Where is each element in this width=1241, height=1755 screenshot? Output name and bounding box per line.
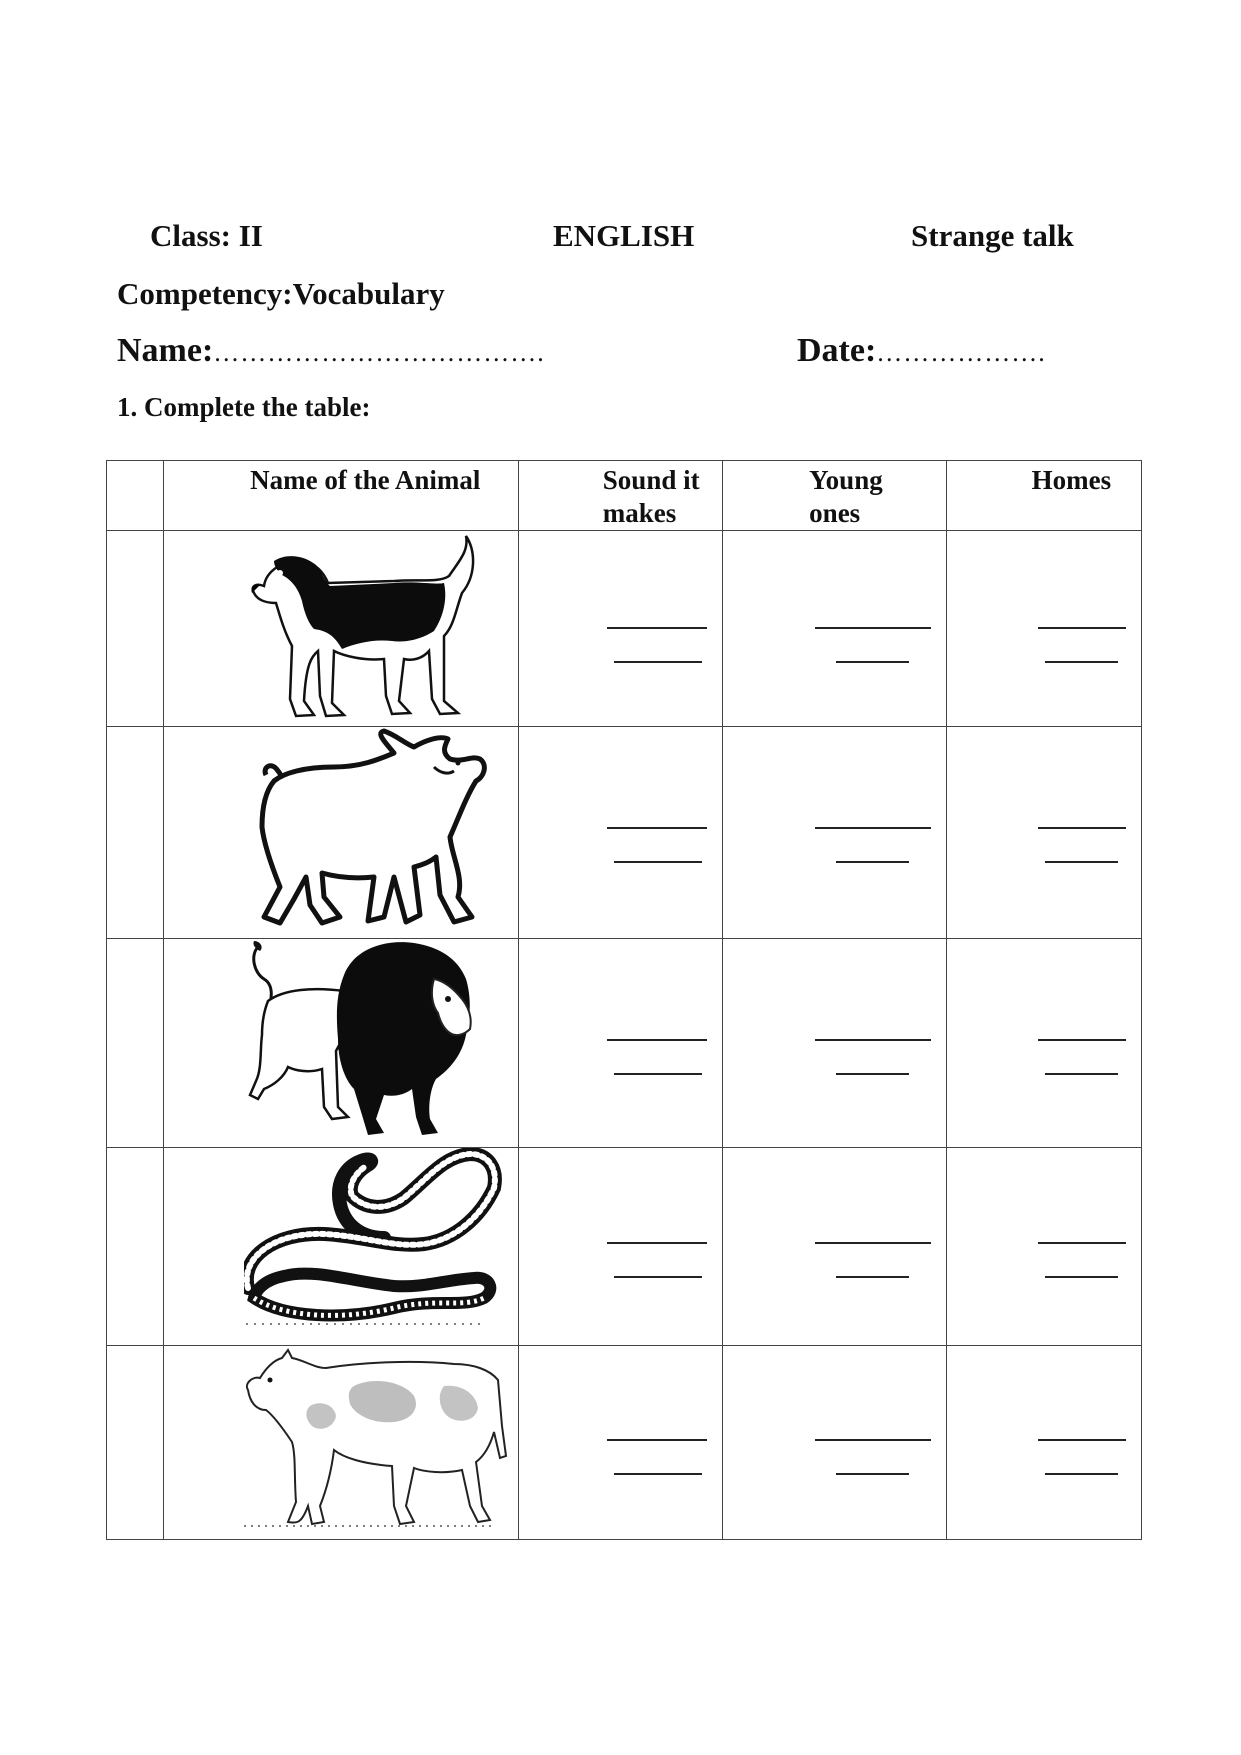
animal-table [106, 460, 1142, 1540]
table-row [107, 1346, 1142, 1540]
sound-answer-cell[interactable] [518, 727, 722, 939]
animal-cell [164, 727, 519, 939]
task-instruction: 1. Complete the table: [117, 392, 371, 422]
col-young-header: Young ones [723, 461, 946, 531]
home-answer-cell[interactable] [946, 1346, 1141, 1540]
home-answer-cell[interactable] [946, 1148, 1141, 1346]
animal-cell [164, 1148, 519, 1346]
sound-answer-cell[interactable] [518, 531, 722, 727]
date-dots: ………………. [876, 338, 1046, 367]
topic-title: Strange talk [911, 218, 1074, 253]
snake-picture [244, 1148, 514, 1346]
competency-label: Competency:Vocabulary [117, 276, 445, 311]
date-field[interactable] [797, 332, 1046, 370]
name-field[interactable] [117, 332, 545, 370]
row-number-cell [107, 1148, 164, 1346]
animal-cell [164, 939, 519, 1148]
name-label: Name: [117, 332, 214, 369]
lion-picture [244, 939, 514, 1148]
young-answer-cell[interactable] [723, 939, 946, 1148]
class-label: Class: II [150, 218, 263, 253]
row-number-cell [107, 1346, 164, 1540]
sound-answer-cell[interactable] [518, 1346, 722, 1540]
col-number-header [107, 461, 164, 531]
col-sound-header: Sound it makes [518, 461, 722, 531]
sound-answer-cell[interactable] [518, 939, 722, 1148]
subject-title: ENGLISH [553, 218, 695, 253]
col-animal-header: Name of the Animal [164, 461, 519, 531]
cow-picture [244, 1346, 514, 1540]
row-number-cell [107, 531, 164, 727]
row-number-cell [107, 727, 164, 939]
young-answer-cell[interactable] [723, 727, 946, 939]
home-answer-cell[interactable] [946, 727, 1141, 939]
col-homes-header: Homes [946, 461, 1141, 531]
home-answer-cell[interactable] [946, 531, 1141, 727]
home-answer-cell[interactable] [946, 939, 1141, 1148]
date-label: Date: [797, 332, 877, 369]
table-row [107, 531, 1142, 727]
young-answer-cell[interactable] [723, 531, 946, 727]
dog-picture [244, 531, 494, 727]
row-number-cell [107, 939, 164, 1148]
table-row [107, 939, 1142, 1148]
animal-cell [164, 531, 519, 727]
young-answer-cell[interactable] [723, 1148, 946, 1346]
table-header-row [107, 461, 1142, 531]
table-row [107, 727, 1142, 939]
animal-cell [164, 1346, 519, 1540]
sound-answer-cell[interactable] [518, 1148, 722, 1346]
pig-picture [244, 727, 514, 939]
table-row [107, 1148, 1142, 1346]
young-answer-cell[interactable] [723, 1346, 946, 1540]
name-dots: ………………………………. [213, 338, 545, 367]
